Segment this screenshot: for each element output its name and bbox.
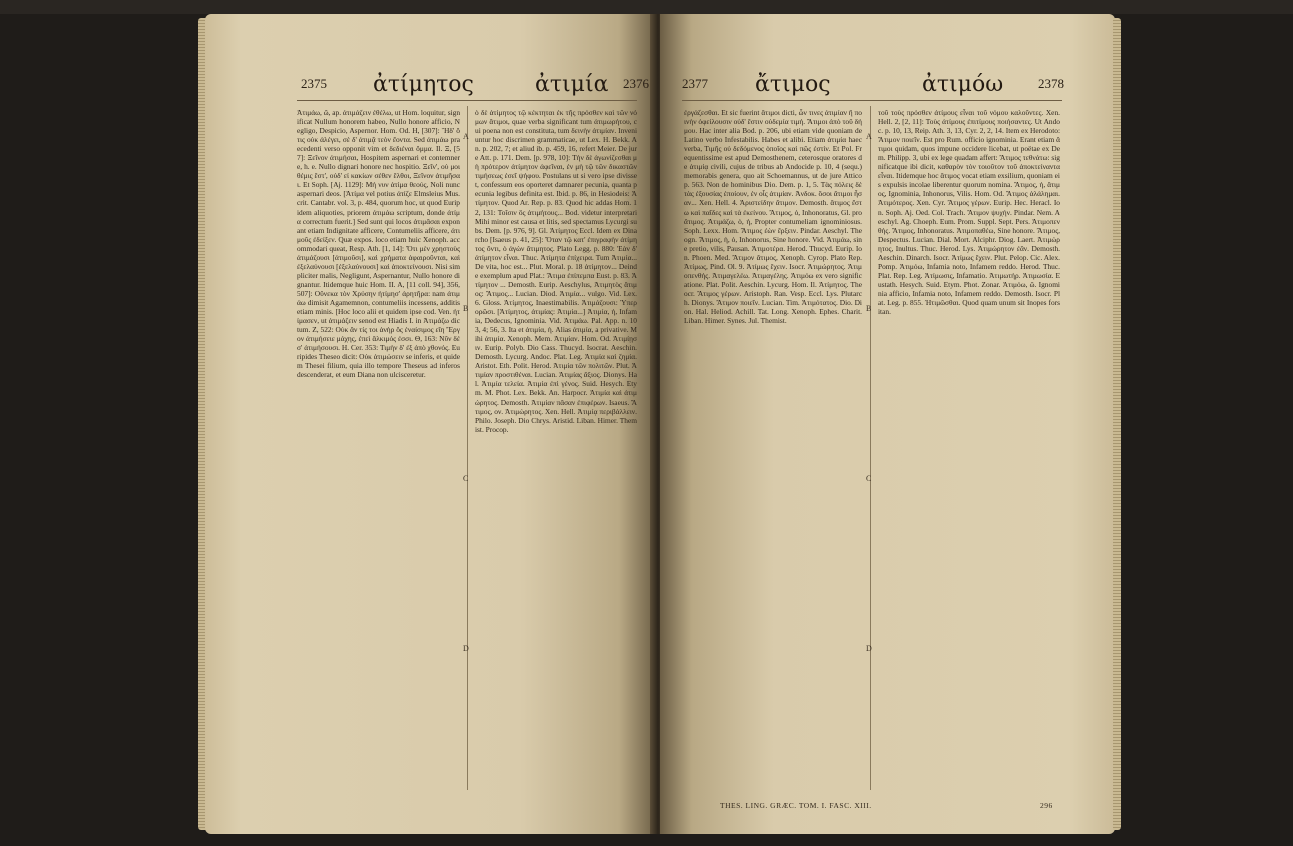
- column-number-right: 2378: [1038, 76, 1064, 91]
- header-rule: [682, 100, 1062, 101]
- left-page-header: [205, 72, 655, 102]
- margin-letter-d: D: [463, 644, 469, 653]
- open-book: [205, 14, 1115, 834]
- margin-letter-a: A: [866, 132, 872, 141]
- column-number-right: 2376: [623, 76, 649, 91]
- margin-letter-c: C: [463, 474, 469, 483]
- margin-letter-b: B: [866, 304, 872, 313]
- page-footer-signature: THES. LING. GRÆC. TOM. I. FASC. XIII.: [720, 801, 872, 810]
- margin-letter-d: D: [866, 644, 872, 653]
- right-page-edges: [1113, 18, 1121, 830]
- margin-letter-b: B: [463, 304, 469, 313]
- headword-right: ἀτιμόω: [922, 72, 1004, 97]
- page-signature-mark: 296: [1040, 801, 1053, 810]
- text-column-1: Ἀτιμάω, ῶ, ap. ἀτιμάζειν ἐθέλω, ut Hom. loquitur, significat Nullum honorem habeo, Nullo honore afficio, Negligo, Despicio, Aspernor. Hom. Od. H, [307]: Ἥδ' ὅτις οὐκ ἀλέγει, σὲ δ' ἀτιμᾷ τεὸν ἔοντα. Sed ἀτιμάω praecedenti verso opponit vim et δεδιέναι ὄμμα. Il. Ξ, [57]: Ξεῖνον ἀτιμήσαι, Hospitem aspernari et contemnere, h. e. Nullo dignari honore nec hospitio. Ξεῖν', οὐ μοι θέμις ἔστ', οὐδ' εἰ κακίων σέθεν ἔλθοι, Ξεῖνον ἀτιμῆσαι. Et Soph. [Aj. 1129]: Μή νυν ἀτίμα θεούς, Noli nunc aspernari deos. [Ἀτίμα vel potius ἀτίζε Elmsleius Mus. crit. Cantabr. vol. 3, p. 484, quorum hoc, ut quod Euripidem aliquoties, priorem ἀτιμάω scriptum, donde ἀτίμα correctum fuerit.] Sed sunt qui locos ἀτιμᾶσαι exponant etiam Indignitate afficere, Contumeliis afficere, ἀτιμοῦς ἐδείξεν. Quæ expos. loco etiam huic Xenoph. accommodari queat, Resp. Ath. [1, 14]: Ὅτι μὲν χρηστοὺς ἀτιμάζουσι [ἀτιμοῦσι], καὶ χρήματα ἀφαιροῦνται, καὶ ἐξελαύνουσι [ἐξελαύνουσι] καὶ ἀποκτείνουσι. Nisi simpliciter malis, Negligunt, Aspernantur, Nullo honore dignantur. Itidemque huic Hom. II. A, [11 coll. 94], 356, 507]: Οὕνεκα τὸν Χρύσην ἠτίμησ' ἀρητῆρα: nam ἀτιμάω dimisit Agamemnon, contumeliis incessens, additis etiam minis. [Hoc loco alii et quidem ipse cod. Ven. ἠτίμασεν, ut ἀτιμάζειν senod est Hiadis I. in Ἀτιμάζω dictum. Z, 522: Οὐκ ἄν τίς τοι ἀνὴρ ὃς ἐναίσιμος εἴη Ἔργον ἀτιμήσειε μάχης, ἐπεὶ ἄλκιμός ἐσσι. Θ, 163: Νῦν δέ σ' ἀτιμήσουσι. H. Cer. 353: Τιμὴν δ' ἐξ ἀπὸ χθονός. Euripides Theseo dicit: Οὐκ ἀτιμώσειν se inferis, et quidem Thesei filium, quia illo tempore Theseus ad inferos descenderat, et eum Diana non ulcisceretur.: [297, 108, 460, 380]
- text-column-2: τοῦ τοὺς πρόσθεν ἀτίμους εἶναι τοῦ νόμου καλοῦντες. Xen. Hell. 2, [2, 11]: Τοὺς ἀτίμους ἐπιτίμους ποιήσαντες. Ut Andoc. p. 10, 13, Reip. Ath. 3, 13, Cyr. 2, 2, 14. Item ex Herodoto: Ἄτιμον ποιεῖν. Est pro Rum. officio ignominia. Erant etiam ἄτιμοι quidam, quos impune occidere licebat, ut poëtae ex Dem. Philipp. 3, ubi ex lege quadam affert: Ἄτιμος τεθνάτω: significatque ibi dicit, καθαρὸν τὸν τοιοῦτον τοῦ ἀποκτείναντα εἶναι. Itidemque hoc ἄτιμος vocat etiam exsilium, quoniam eis expulsis incolae liberentur quorum nomina. Ἄτιμος, ἡ, ἄτιμος, Ignominia, Inhonorus, Vilis. Hom. Od. Ἄτιμος ἀλάλημαι. Ἀτιμότερος. Xen. Cyr. Ἄτιμος γέρων. Eurip. Hec. Heracl. Ion. Soph. Aj. Oed. Col. Trach. Ἄτιμον ψυχήν. Pindar. Nem. Aeschyl. Ag. Choeph. Eum. Prom. Suppl. Sept. Pers. Ἀτιμοπενθής. Ἄτιμος, Inhonoratus. Ἀτιμοπαθέω, Sine honore. Ἄτιμος, Despectus. Lucian. Dial. Mort. Alciphr. Diog. Laert. Ἀτιμώρητος, Inultus. Thuc. Herod. Lys. Ἀτιμώρητον ἐᾶν. Demosth. Aeschin. Dinarch. Isocr. Ἀτίμως ἔχειν. Plut. Pelop. Cic. Alex. Pomp. Ἀτιμόω, Infamia noto, Infamem reddo. Herod. Thuc. Plat. Rep. Leg. Ἀτίμωσις, Infamatio. Ἀτιμωτήρ. Ἀτιμωσία. Eustath. Hesych. Suid. Etym. Phot. Zonar. Ἀτιμόω, ῶ. Ignominia afficio, Infamia noto, Infamem reddo. Demosth. Isocr. Plat. Leg. p. 855. Ἠτιμῶσθαι. Quod quam unum sit Inopes forsitan.: [878, 108, 1060, 317]
- column-divider: [467, 106, 468, 790]
- text-column-1: ἐργάζεσθαι. Et sic fuerint ἄτιμοι dicti, ὧν τινες ἀτιμίαν ἢ ποινὴν ὀφείλουσιν οὐδ' ἔστιν οὐδεμία τιμή. Ἄτιμοι ἀπὸ τοῦ δήμου. Hac inter alia Bod. p. 206, ubi etiam vide quoniam de Latino verbo Infestabilis. Habes et alibi. Etiam ἀτιμία haec verba, Τιμῆς οὐ δεδόμενος ὁποῖος καὶ πῶς ἐστὶν. Et Pol. Frequentissime est apud Demosthenem, ceterosque oratores de ἀτιμίᾳ civili, cujus de tribus ab Andocide p. 10, 4 (sequ.) memorabis genera, quo ait Schoemannus, ut de jure Attico p. 563. Non de hominibus Dio. Dem. p. 1, 5. Τὰς πόλεις δὲ τὰς ἐξουσίας ἐποίουν, ἐν οἷς ἀτιμίαν. Ἀνδοκ. ὅσοι ἄτιμοι ἦσαν... Xen. Hell. 4. Ἀριστείδην ἄτιμον. Demosth. ἄτιμος ἔστω καὶ παῖδες καὶ τὰ ἐκείνου. Ἄτιμος, ὁ, Inhonoratus, Gl. pro ἄτιμος. Ἀτιμάζω, ὁ, ἡ, Propter contumeliam ignominiosus. Soph. Lexx. Hom. Ἄτιμος ἐὼν ἔρξειν. Pindar. Aeschyl. Theogn. Ἄτιμος, ἡ, ὁ, Inhonorus, Sine honore. Vid. Ἀτιμάω, sine pretio, vilis, Pausan. Ἀτιμοτέρα. Herod. Thucyd. Eurip. Ion. Phoen. Med. Ἄτιμον ἄτιμος, Xenoph. Cyrop. Plato Rep. Ἀτίμως, Pind. Ol. 9. Ἀτίμως ἔχειν. Isocr. Ἀτιμώρητος. Ἀτιμοπενθής. Ἀτιμαγελέω. Ἀτιμαγέλης. Ἀτιμόω ex vero significatione. Plat. Polit. Aeschin. Lycurg. Hom. Il. Ἀτίμητος. Theocr. Ἄτιμος γέρων. Aristoph. Ran. Vesp. Eccl. Lys. Plutarch. Dionys. Ἄτιμον ποιεῖν. Lucian. Tim. Ἀτιμότατος. Dio. Dion. Hal. Heliod. Achill. Tat. Long. Xenoph. Ephes. Charit. Liban. Himer. Synes. Jul. Themist.: [684, 108, 862, 326]
- headword-left: ἄτιμος: [755, 72, 831, 97]
- margin-letter-c: C: [866, 474, 872, 483]
- column-divider: [870, 106, 871, 790]
- right-page: [660, 14, 1115, 834]
- column-number-left: 2375: [301, 76, 327, 91]
- header-rule: [297, 100, 637, 101]
- right-page-header: [660, 72, 1115, 102]
- margin-letter-a: A: [463, 132, 469, 141]
- column-number-left: 2377: [682, 76, 708, 91]
- headword-left: ἀτίμητος: [373, 72, 474, 97]
- background-surface: [0, 0, 1293, 14]
- text-column-2: ὁ δὲ ἀτίμητος τῷ κέκτηται ἐκ τῆς πρόσθεν καὶ τῶν νόμων ἄτιμοι, quae verba significant tum ἀτιμωρήτου, cui poena non est constituta, tum δεινὴν ἀτιμίαν. Inveniuntur hoc discrimen grammaticae, ut Lex. H. Bekk. An. p. 202, 7; et aliud ib. p. 459, 16, refert Meier. De jure Att. p. 171. Dem. [p. 978, 10]: Τὴν δὲ ἀγωνίζεσθαι μὴ πρότερον ἀτίμητον ἀφεῖναι, ἐν μὴ τῷ τῶν δικαστῶν τιμήσεως ἐσεῖ ψήφου. Postulans ut si vero ipse divisset, confessum eos oporteret damnarer pecunia, quanta pecunia legibus definita est. Ibid. p. 86, in Hesiodeis: Ἀτίμητον. Quod Ar. Rep. p. 83. Quod hic addas Hom. 12, 131: Τοῖσιν ὃς ἀτιμήτους... Bod. videtur interpretari Mihi minor est causa et litis, sed spectamus Lycurgi subs. Dem. [p. 976, 9]. Gl. Ἀτίμητος Eccl. Idem ex Dinarcho [Isaeus p. 41, 25]: Ὅταν τῷ κατ' ἐπιγραφὴν ἀτίμητος ὄντι, ὁ ἀγὼν ἄτιμητος. Plato Legg. p. 880: Ἐὰν δ' ἀτίμητον εἶναι. Thuc. Ἀτίμητα ἐπίχειρα. Tum Ἀτιμία... De vita, hoc est... Plut. Moral. p. 18 ἀτίμητον... Deinde exemplum apud Plat.: Ἄτιμα ἐπίπεμπα Eust. p. 83. Ἀτίμητον ... Demosth. Eurip. Aeschylus, Ἀτιμητὸς ἄτιμος: Ἄτιμος... Lucian. Diod. Ἀτιμία... vulgo. Vid. Lex. 6. Gloss. Ἀτίμητος, Inaestimabilis. Ἀτιμάζουσι: Ὑπερορῶσι. [Ἀτίμητος, ἀτιμίας: Ἀτιμία...] Ἀτιμία, ἡ, Infamia, Dedecus, Ignominia. Vid. Ἀτιμάω. Pal. App. n. 103, 4; 56, 3. Ita et ἀτιμία, ἡ. Alias ἀτιμία, a privative. Mihi ἀτιμία. Xenoph. Mem. Ἀτιμίαν. Hom. Od. Ἀτιμίῃσιν. Eurip. Polyb. Dio Cass. Thucyd. Isocrat. Aeschin. Demosth. Lycurg. Andoc. Plat. Leg. Ἀτιμία καὶ ζημία. Aristot. Eth. Polit. Herod. Ἀτιμία τῶν πολιτῶν. Plut. Ἀτιμίαν προστιθέναι. Lucian. Ἀτιμίας ἄξιος. Dionys. Hal. Ἀτιμία τελεία. Ἀτιμία ἐπὶ γένος. Suid. Hesych. Etym. M. Phot. Lex. Bekk. An. Harpocr. Ἀτιμία καὶ ἀτιμώρητος. Demosth. Ἀτιμίαν πᾶσαν ἐπιφέρων. Isaeus. Ἄτιμος, ον. Ἀτιμώρητος. Xen. Hell. Ἀτιμίᾳ περιβάλλειν. Philo. Joseph. Dio Chrys. Aristid. Liban. Himer. Themist. Procop.: [475, 108, 637, 434]
- left-page: [205, 14, 655, 834]
- headword-center: ἀτιμία: [535, 72, 609, 97]
